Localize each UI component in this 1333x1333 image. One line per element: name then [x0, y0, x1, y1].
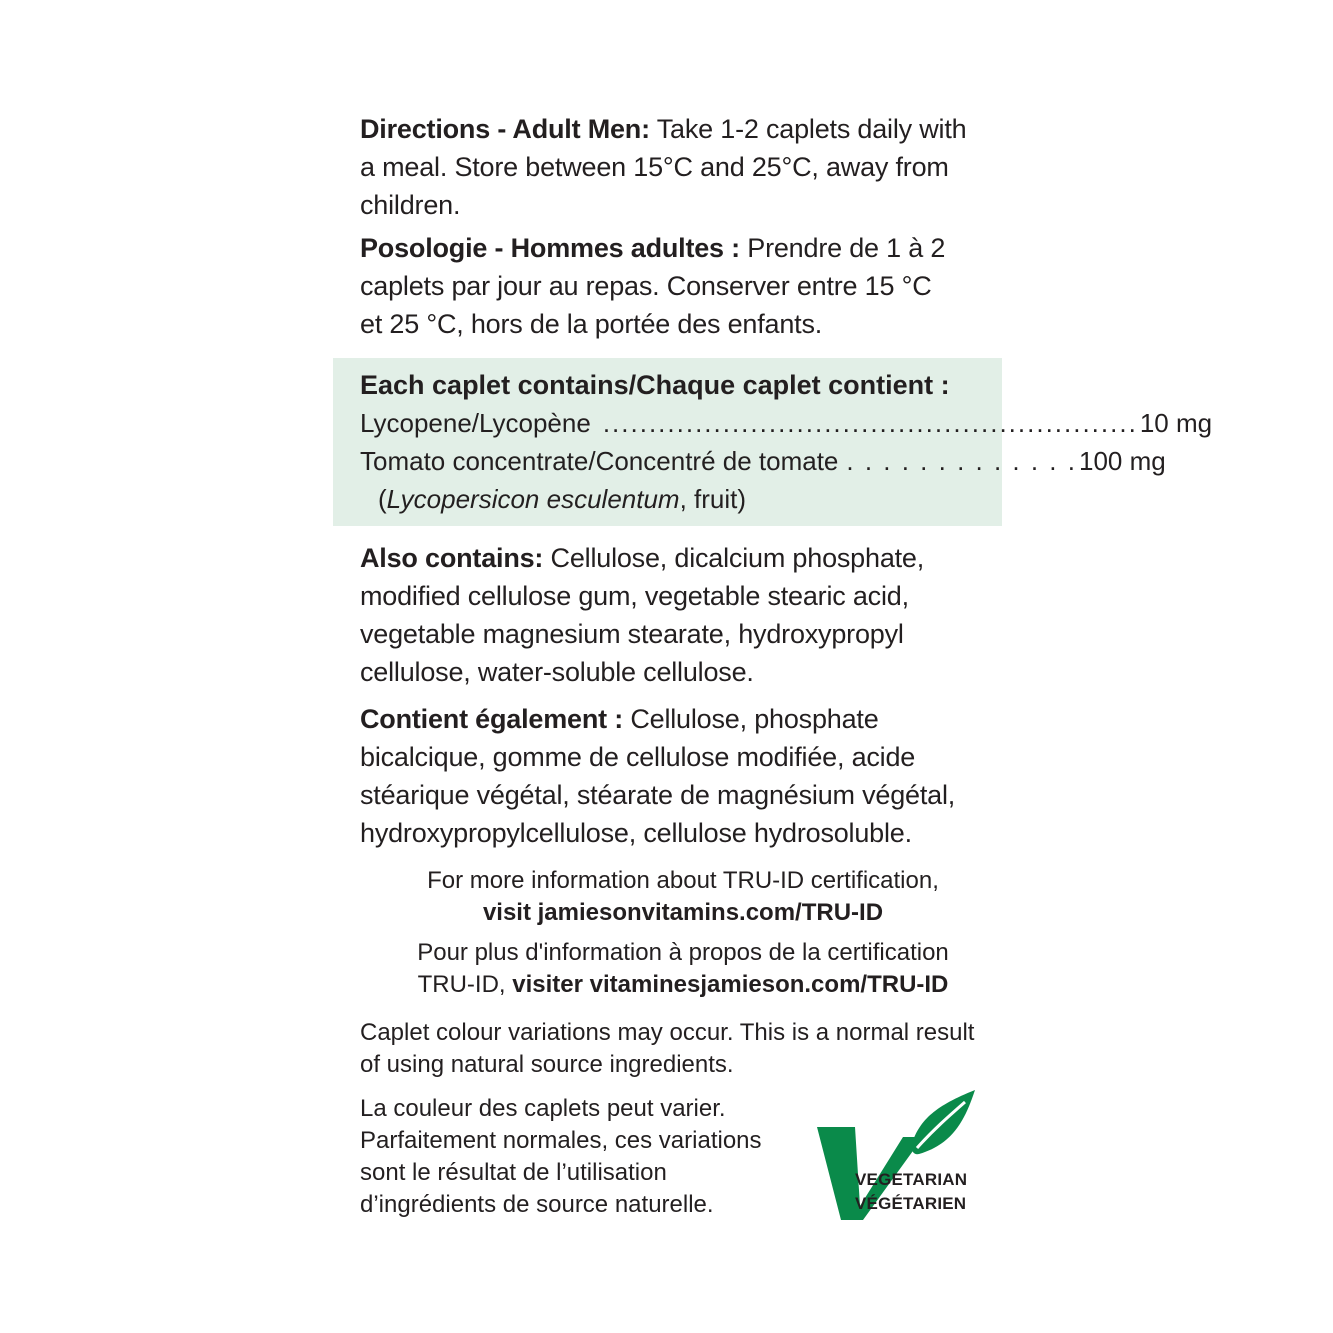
- vegetarian-en: VEGETARIAN: [855, 1170, 968, 1189]
- directions-paragraph: [360, 110, 980, 224]
- directions-label: Directions - Adult Men:: [360, 114, 650, 144]
- posologie-text: Prendre de 1 à 2 caplets par jour au repas. Conserver entre 15 °C et 25 °C, hors de la portée des enfants.: [360, 233, 946, 339]
- also-contains-label: Also contains:: [360, 543, 544, 573]
- dot-leader: ..........................................................: [602, 408, 1138, 438]
- colour-variation-en: Caplet colour variations may occur. This is a normal result of using natural source ingredients.: [360, 1019, 975, 1078]
- latin-name: Lycopersicon esculentum: [386, 484, 680, 514]
- also-contains-text: Cellulose, dicalcium phosphate, modified cellulose gum, vegetable stearic acid, vegetable magnesium stearate, hydroxypropyl cellulose, water-soluble cellulose.: [360, 543, 925, 687]
- ingredients-panel: [333, 358, 1213, 526]
- tru-id-info-fr: [363, 937, 1003, 1001]
- tru-id-en-line1: For more information about TRU-ID certification,: [427, 867, 939, 894]
- directions-text: Take 1-2 caplets daily with a meal. Store between 15°C and 25°C, away from children.: [360, 114, 967, 220]
- posologie-label: Posologie - Hommes adultes :: [360, 233, 740, 263]
- tru-id-en-link[interactable]: visit jamiesonvitamins.com/TRU-ID: [482, 899, 884, 926]
- ingredient-amount: 10 mg: [1139, 408, 1213, 438]
- ingredient-row: [360, 442, 1166, 480]
- tru-id-info-en: [363, 865, 1003, 929]
- dot-leader: . . . . . . . . . . . . .: [846, 446, 1077, 476]
- contient-egalement-label: Contient également :: [360, 704, 624, 734]
- ingredient-source: (Lycopersicon esculentum, fruit): [378, 484, 747, 514]
- vegetarian-fr: VÉGÉTARIEN: [855, 1194, 967, 1213]
- ingredient-amount: 100 mg: [1078, 446, 1166, 476]
- ingredient-name: Tomato concentrate/Concentré de tomate: [360, 446, 839, 476]
- colour-variation-fr: La couleur des caplets peut varier. Parfaitement normales, ces variations sont le résultat de l’utilisation d’ingrédients de source naturelle.: [360, 1095, 762, 1218]
- ingredients-heading: Each caplet contains/Chaque caplet contient :: [360, 370, 950, 400]
- tru-id-fr-link[interactable]: visiter vitaminesjamieson.com/TRU-ID: [512, 971, 949, 998]
- contient-egalement-text: Cellulose, phosphate bicalcique, gomme de cellulose modifiée, acide stéarique végétal, stéarate de magnésium végétal, hydroxypropylcellulose, cellulose hydrosoluble.: [360, 704, 956, 848]
- ingredient-name: Lycopene/Lycopène: [360, 408, 591, 438]
- contient-egalement-paragraph: [360, 700, 980, 852]
- posologie-paragraph: [360, 229, 950, 343]
- tru-id-fr-line1: Pour plus d'information à propos de la certification: [417, 939, 949, 966]
- vegetarian-label: [855, 1168, 967, 1216]
- ingredient-row: [360, 404, 1213, 442]
- also-contains-paragraph: [360, 539, 980, 691]
- tru-id-fr-line2: TRU-ID, visiter vitaminesjamieson.com/TRU-ID: [417, 971, 949, 998]
